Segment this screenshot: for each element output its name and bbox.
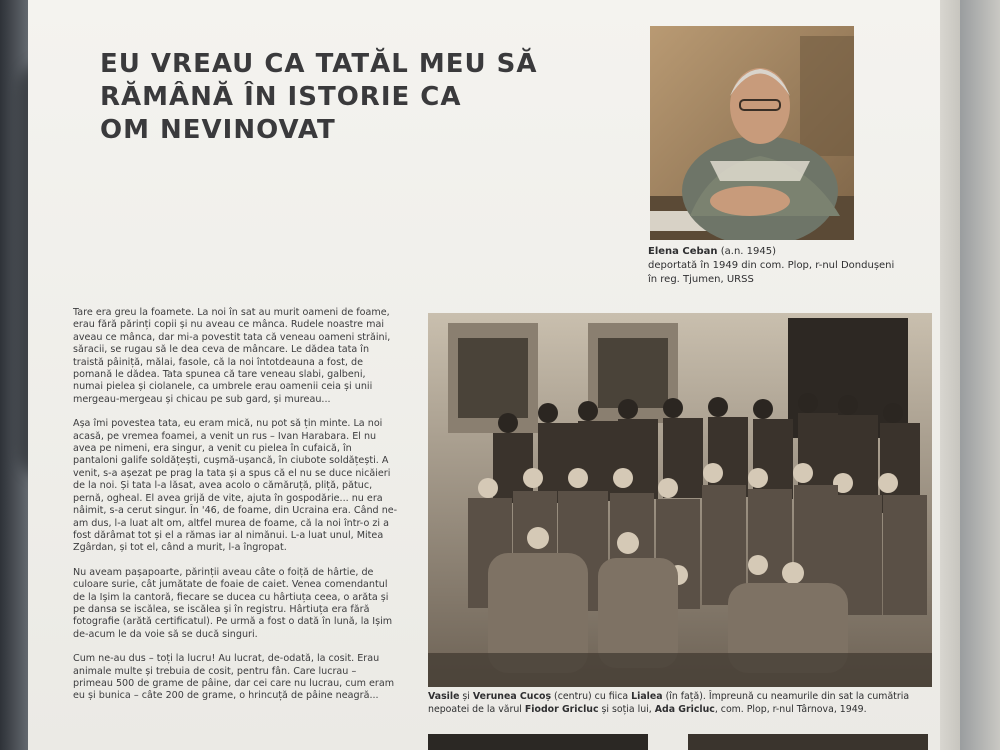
person-name: Elena Ceban [648,246,718,257]
portrait-caption [648,245,928,287]
story-text [73,307,398,715]
story-paragraph-4: Cum ne-au dus – toți la lucru! Au lucrat, de-odată, la cosit. Erau animale multe și trebuia de cosit, pentru fân. Care lucrau – primeau 500 de grame de pâine, dar cei care nu lucrau, cum eram eu și bunica – câte 200 de grame, o hrincuță de pâine neagră... [73,653,395,702]
portrait-illustration [650,26,854,240]
caption-name-verunea: Verunea Cucoș [472,691,552,702]
caption-line-2: deportată în 1949 din com. Plop, r-nul Dondușeni [648,260,895,271]
portrait-photo [650,26,854,240]
caption-name-lialea: Lialea [631,691,663,702]
group-photo [428,313,932,687]
caption-and: și [462,691,470,702]
caption-name-fiodor: Fiodor Gricluc [524,704,599,715]
title-line-3: OM NEVINOVAT [100,115,336,145]
caption-name-vasile: Vasile [428,691,460,702]
bottom-photo-left [428,734,648,750]
caption-text-2: (în față). Împreună cu neamurile din sat la cumătria nepoatei de la vărul [428,691,910,715]
panel-title [100,48,538,147]
story-paragraph-2: Așa îmi povestea tata, eu eram mică, nu pot să țin minte. La noi acasă, pe vremea foamei, a venit un rus – Ivan Harabara. El nu avea pe nimeni, era singur, a venit cu pielea în cufaică, în pantaloni galife soldățești, cușmă-ușancă, în ciubote soldățești. A venit, s-a așezat pe prag la tata și a spus că el nu se duce nicăieri de la noi. Și tata l-a lăsat, avea acolo o cămăruță, pliță, pătuc, pernă, ogheal. El avea grijă de vite, ajuta în gospodărie... nu era nâimit, s-a cerut singur. În '46, de foame, din Ucraina era. Când ne-am dus, l-a luat alt om, altfel murea de foame, că la noi într-o zi a fost dărâmat tot și el a rămas iar al nimănui. L-a luat unul, Mitea Zgârdan, și tot el, când a murit, l-a îngropat. [73,418,398,554]
caption-place: , com. Plop, r-nul Târnova, 1949. [714,704,867,715]
story-paragraph-1: Tare era greu la foamete. La noi în sat au murit oameni de foame, erau fără părinți copii și nu aveau ce mânca. Rudele noastre mai aveau ce mânca, dar mi-a povestit tata că veneau oameni străini, săracii, se rugau să le dea ceva de mâncare. Le dădea tata în traistă pâiniță, mălai, fasole, că la noi întotdeauna a fost, de pomană le dădea. Tata spunea că tare veneau slabi, galbeni, numai pielea și ciolanele, ca umbrele erau oamenii ceia și unii mergeau-mergeau și chicau pe sub gard, și mureau... [73,307,391,405]
right-wall [960,0,1000,750]
caption-name-ada: Ada Gricluc [654,704,715,715]
group-photo-caption [428,690,948,716]
title-line-2: RĂMÂNĂ ÎN ISTORIE CA [100,82,462,112]
title-line-1: EU VREAU CA TATĂL MEU SĂ [100,49,538,79]
group-photo-illustration [428,313,932,687]
birth-year: (a.n. 1945) [720,246,776,257]
caption-text-3: și soția lui, [601,704,652,715]
caption-text-1: (centru) cu fiica [554,691,629,702]
bottom-photo-right [688,734,928,750]
story-paragraph-3: Nu aveam pașapoarte, părinții aveau câte o foiță de hârtie, de culoare surie, cât jumătate de foaie de caiet. Venea comendantul de la Ișim la cantoră, fiecare se ducea cu hârtiuța ceea, o arăta și pe dansa se iscălea, se iscălea și în registru. Hârtiuța era fără fotografie (arătă certificatul). Pe urmă a fost o dată în lună, la Ișim de-acum le da voie să se ducă singuri. [73,566,393,640]
caption-line-3: în reg. Tjumen, URSS [648,274,754,285]
